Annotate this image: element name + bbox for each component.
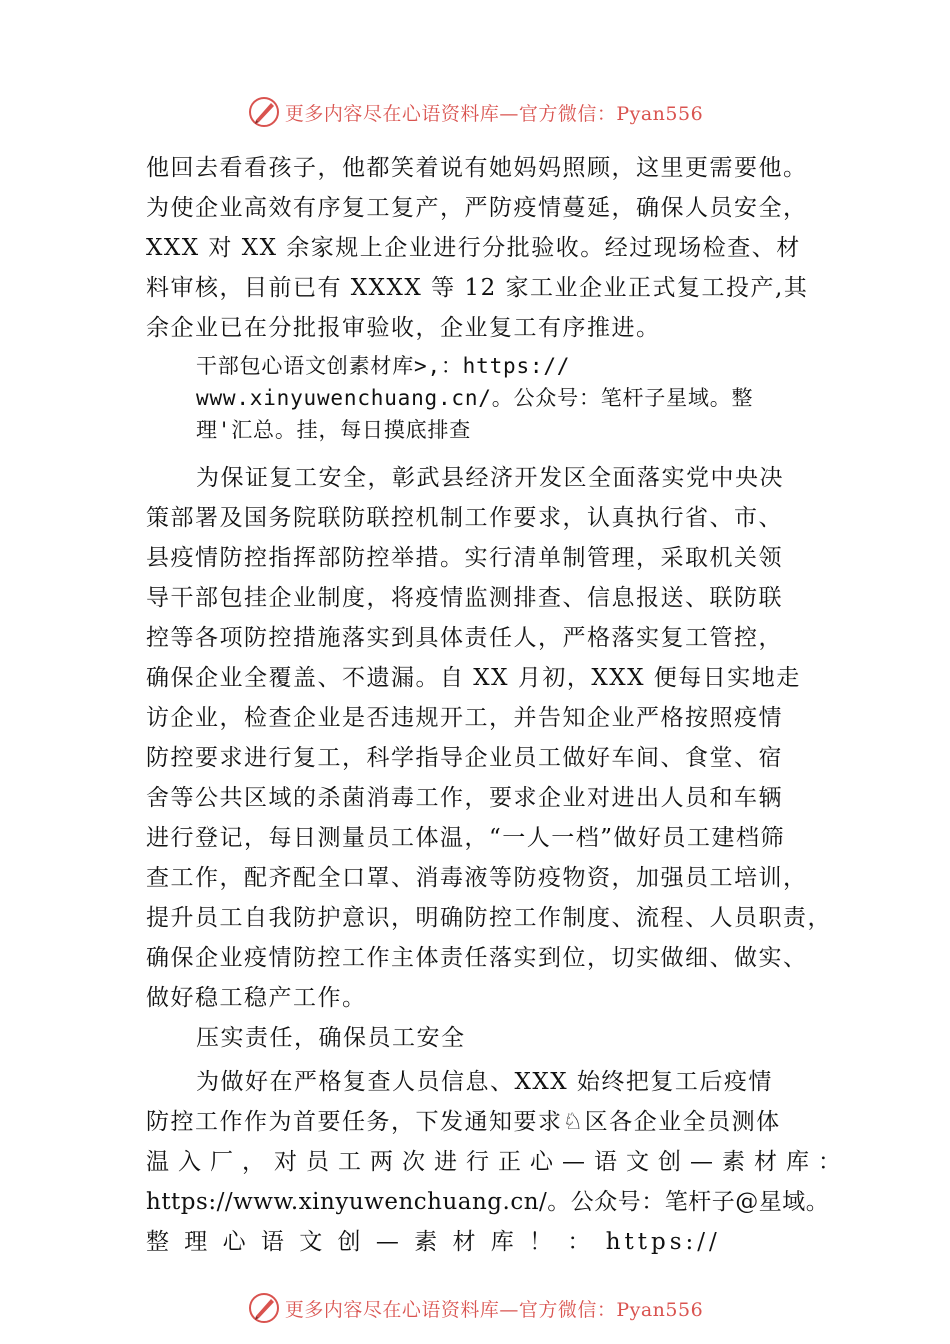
text-line: 防控工作作为首要任务，下发通知要求♘区各企业全员测体 xyxy=(146,1109,781,1135)
text-line: https://www.xinyuwenchuang.cn/。公众号：笔杆子@星域。 xyxy=(146,1189,830,1215)
text-line: 县疫情防控指挥部防控举措。实行清单制管理，采取机关领 xyxy=(146,545,783,571)
header-banner xyxy=(0,92,950,132)
text-line: 温入厂，对员工两次进行正心—语文创—素材库： xyxy=(146,1149,850,1175)
banner-wechat: Pyan556 xyxy=(616,1298,704,1321)
spacer xyxy=(146,446,836,458)
banner-wechat: Pyan556 xyxy=(616,102,704,125)
text-line: 为做好在严格复查人员信息、XXX 始终把复工后疫情 xyxy=(196,1069,773,1095)
text-line: 舍等公共区域的杀菌消毒工作，要求企业对进出人员和车辆 xyxy=(146,785,783,811)
text-line: 导干部包挂企业制度，将疫情监测排查、信息报送、联防联 xyxy=(146,585,783,611)
paragraph-5 xyxy=(146,1062,850,1262)
text-line: 策部署及国务院联防联控机制工作要求，认真执行省、市、 xyxy=(146,505,783,531)
section-heading xyxy=(146,1018,836,1058)
footer-banner xyxy=(0,1288,950,1328)
text-line: 确保企业全覆盖、不遗漏。自 XX 月初，XXX 便每日实地走 xyxy=(146,665,801,691)
text-line: 访企业，检查企业是否违规开工，并告知企业严格按照疫情 xyxy=(146,705,783,731)
text-line: 为使企业高效有序复工复产，严防疫情蔓延，确保人员安全， xyxy=(146,195,808,221)
text-line: 查工作，配齐配全口罩、消毒液等防疫物资，加强员工培训， xyxy=(146,865,808,891)
text-line: 料审核，目前已有 XXXX 等 12 家工业企业正式复工投产,其 xyxy=(146,275,809,301)
text-line: 他回去看看孩子，他都笑着说有她妈妈照顾，这里更需要他。 xyxy=(146,155,808,181)
banner-text xyxy=(285,99,703,126)
paragraph-1 xyxy=(146,148,836,348)
text-line: www.xinyuwenchuang.cn/。公众号：笔杆子星域。整 xyxy=(196,386,754,410)
text-line: 理'汇总。挂，每日摸底排查 xyxy=(196,418,472,442)
paragraph-3 xyxy=(146,458,836,1018)
banner-label: 更多内容尽在心语资料库—官方微信： xyxy=(284,102,617,125)
banner-label: 更多内容尽在心语资料库—官方微信： xyxy=(284,1298,617,1321)
text-line: 做好稳工稳产工作。 xyxy=(146,985,367,1011)
text-line: 为保证复工安全，彰武县经济开发区全面落实党中央决 xyxy=(196,465,784,491)
text-line: 确保企业疫情防控工作主体责任落实到位，切实做细、做实、 xyxy=(146,945,808,971)
text-line: 余企业已在分批报审验收，企业复工有序推进。 xyxy=(146,315,661,341)
text-line: 进行登记，每日测量员工体温，“一人一档”做好员工建档筛 xyxy=(146,825,786,851)
paragraph-2 xyxy=(146,350,836,446)
pen-logo-icon xyxy=(247,1291,281,1325)
pen-logo-icon xyxy=(247,95,281,129)
heading-line: 压实责任，确保员工安全 xyxy=(196,1025,466,1051)
text-line: 干部包心语文创素材库>,：https:// xyxy=(196,354,571,378)
text-line: XXX 对 XX 余家规上企业进行分批验收。经过现场检查、材 xyxy=(146,235,801,261)
text-line: 提升员工自我防护意识，明确防控工作制度、流程、人员职责， xyxy=(146,905,832,931)
document-body xyxy=(146,148,850,1262)
banner-text xyxy=(285,1295,703,1322)
text-line: 整 理 心 语 文 创 — 素 材 库 ！ ： https:// xyxy=(146,1229,721,1255)
text-line: 控等各项防控措施落实到具体责任人，严格落实复工管控， xyxy=(146,625,783,651)
text-line: 防控要求进行复工，科学指导企业员工做好车间、食堂、宿 xyxy=(146,745,783,771)
